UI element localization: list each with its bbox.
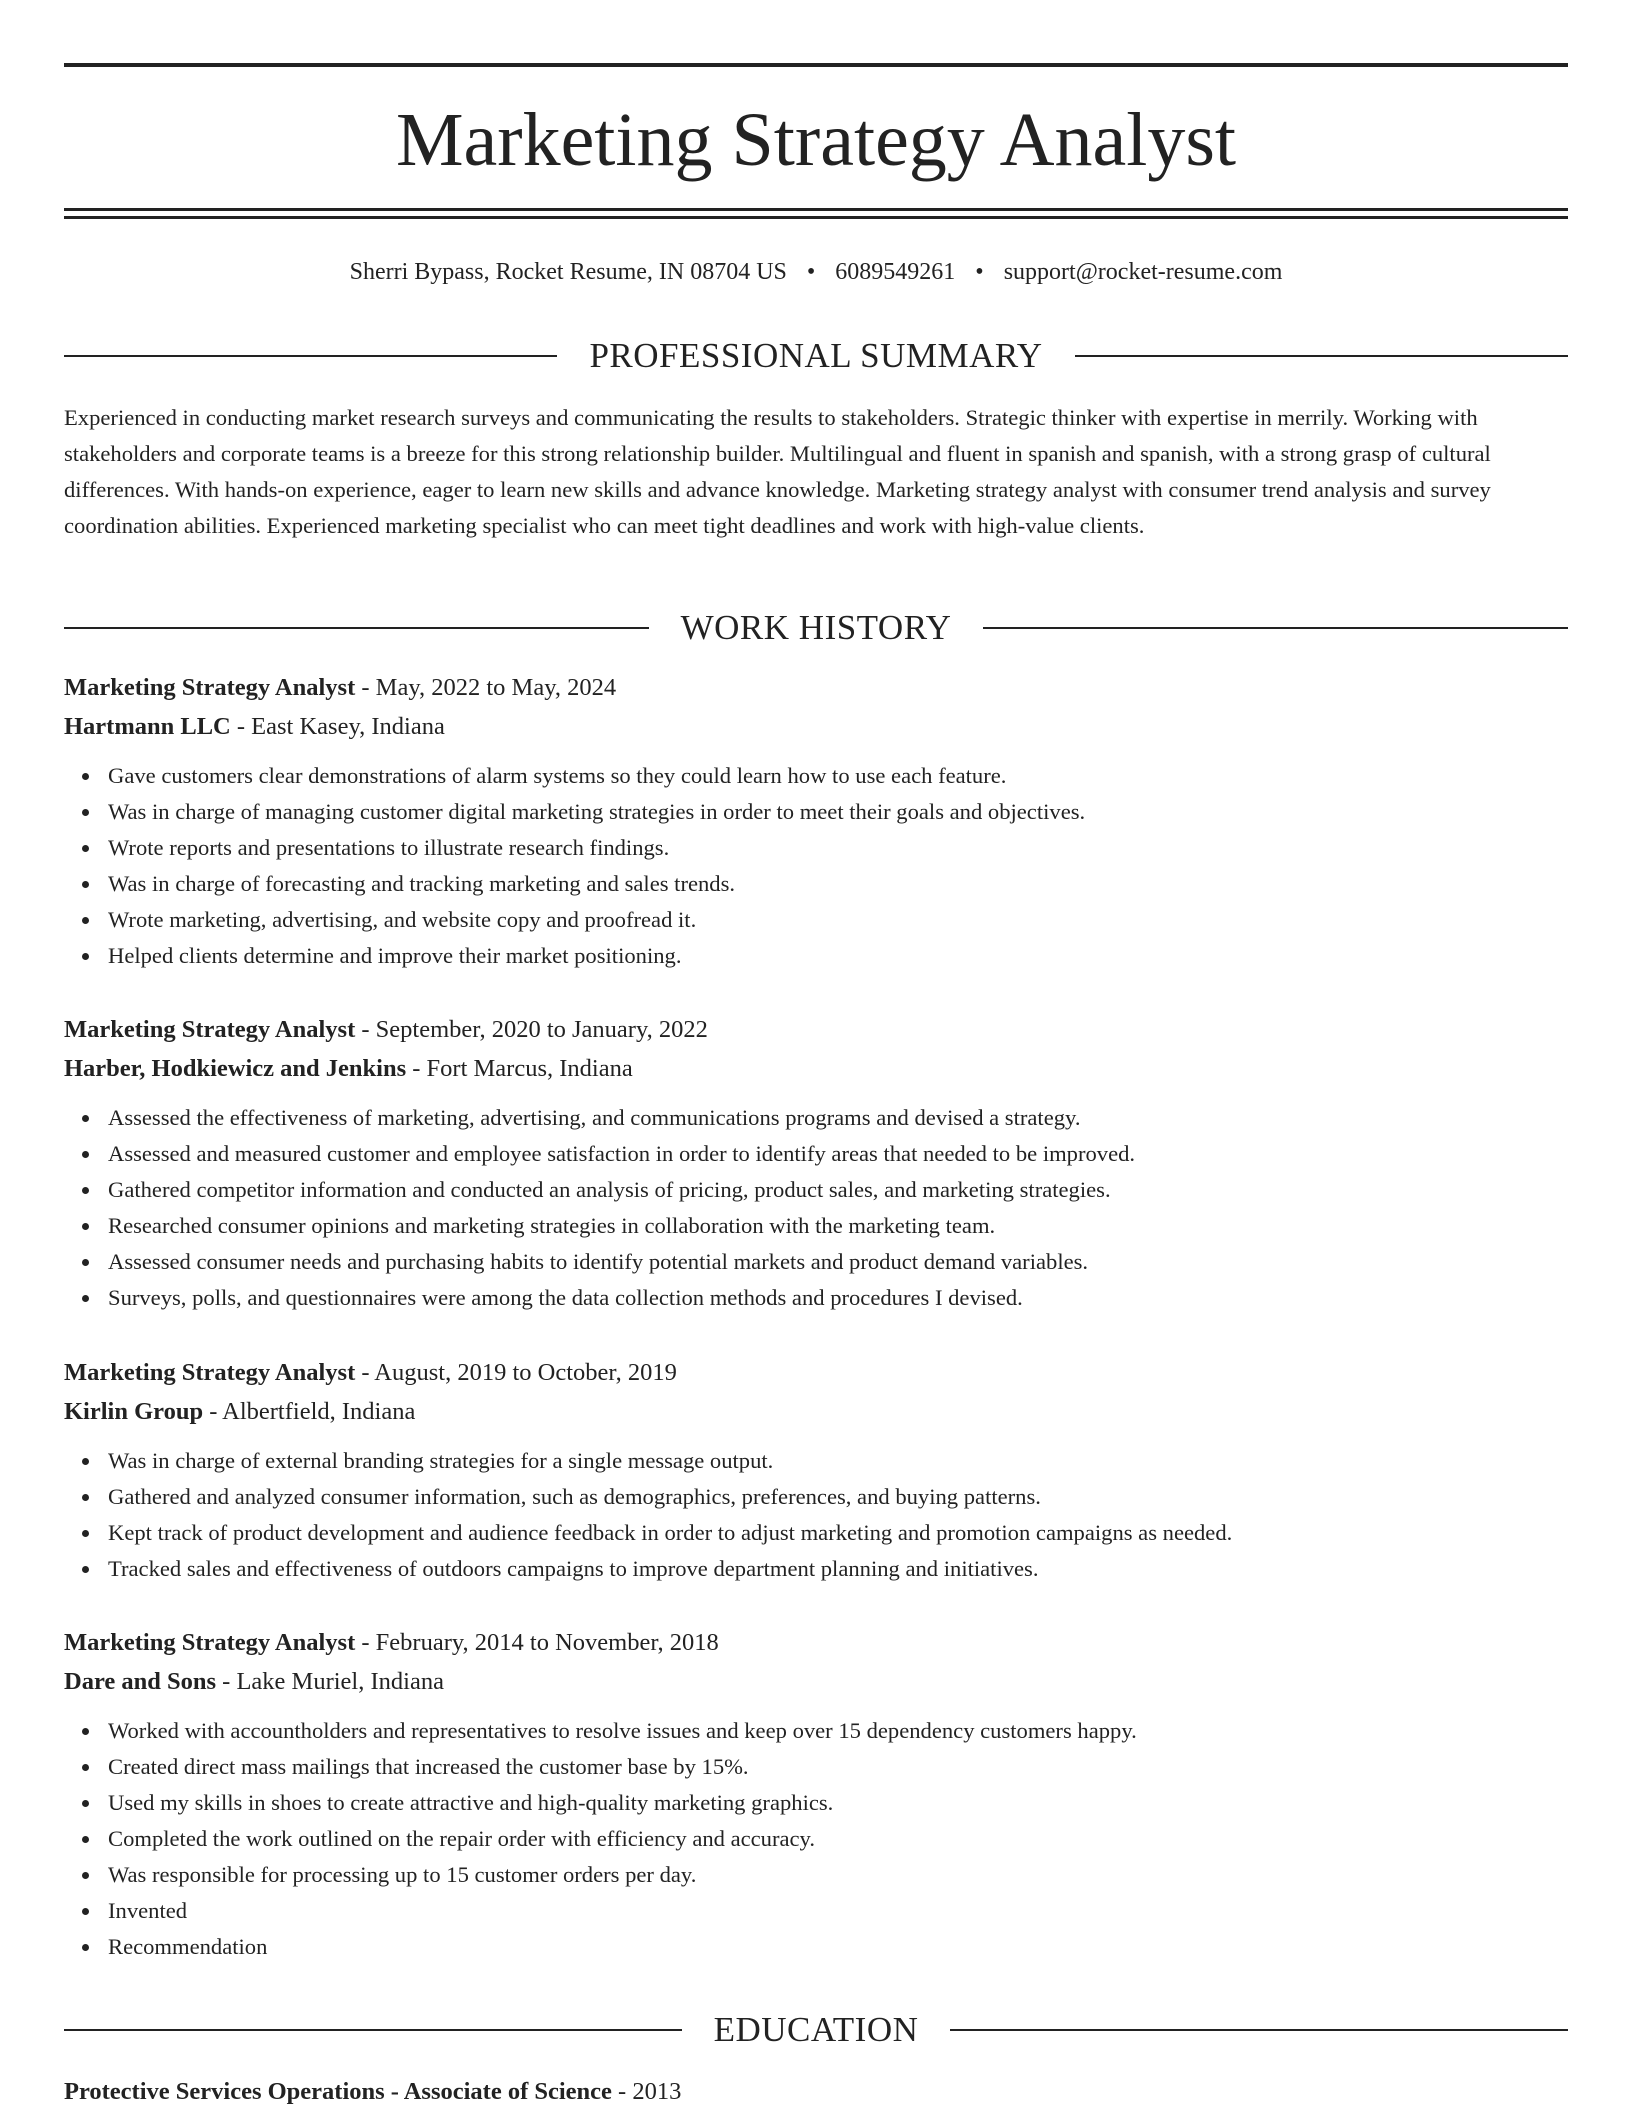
education-year: - 2013: [611, 2078, 682, 2105]
job-company: Dare and Sons: [64, 1668, 217, 1695]
bullet-item: Surveys, polls, and questionnaires were among the data collection methods and procedures I devised.: [108, 1280, 1568, 1316]
contact-separator: •: [975, 259, 984, 285]
top-rule: [64, 63, 1568, 67]
heading-rule-right: [1075, 355, 1568, 357]
bullet-item: Gathered and analyzed consumer information, such as demographics, preferences, and buying patterns.: [108, 1479, 1568, 1515]
section-heading-label: PROFESSIONAL SUMMARY: [589, 336, 1043, 375]
contact-line: [64, 256, 1568, 288]
section-heading-label: WORK HISTORY: [680, 608, 952, 647]
job-dates: - September, 2020 to January, 2022: [355, 1016, 708, 1043]
job-dates: - August, 2019 to October, 2019: [355, 1359, 677, 1386]
contact-separator: •: [806, 259, 816, 285]
bullet-item: Was in charge of managing customer digital marketing strategies in order to meet their goals and objectives.: [108, 794, 1568, 830]
job-company-line: [64, 1662, 1568, 1701]
heading-rule-right: [950, 2029, 1568, 2031]
job-entry: [64, 668, 1568, 974]
contact-email: support@rocket-resume.com: [1003, 259, 1283, 285]
bullet-item: Assessed consumer needs and purchasing habits to identify potential markets and product demand variables.: [108, 1244, 1568, 1280]
job-location: - Lake Muriel, Indiana: [216, 1668, 444, 1695]
education-degree: Protective Services Operations - Associate of Science: [64, 2078, 612, 2105]
bullet-item: Created direct mass mailings that increased the customer base by 15%.: [108, 1749, 1568, 1785]
job-location: - Albertfield, Indiana: [203, 1398, 416, 1425]
bullet-item: Wrote marketing, advertising, and website copy and proofread it.: [108, 902, 1568, 938]
education-entry: [64, 2074, 1568, 2110]
job-title: Marketing Strategy Analyst: [64, 1016, 356, 1043]
section-heading-education: [64, 2008, 1568, 2052]
summary-text: Experienced in conducting market research surveys and communicating the results to stakeholders. Strategic thinker with expertise in merrily. Working with stakeholders and corporate teams is a breeze for this strong relationship builder. Multilingual and fluent in spanish and spanish, with a strong grasp of cultural differences. With hands-on experience, eager to learn new skills and advance knowledge. Marketing strategy analyst with consumer trend analysis and survey coordination abilities. Experienced marketing specialist who can meet tight deadlines and work with high-value clients.: [64, 405, 1491, 538]
bullet-item: Gathered competitor information and conducted an analysis of pricing, product sales, and marketing strategies.: [108, 1172, 1568, 1208]
job-bullets: [64, 1713, 1568, 1965]
job-title-line: [64, 668, 1568, 707]
job-title-line: [64, 1010, 1568, 1049]
bullet-item: Was responsible for processing up to 15 customer orders per day.: [108, 1857, 1568, 1893]
section-heading-label: EDUCATION: [713, 2010, 919, 2049]
bullet-item: Assessed and measured customer and employee satisfaction in order to identify areas that needed to be improved.: [108, 1136, 1568, 1172]
job-dates: - February, 2014 to November, 2018: [355, 1629, 719, 1656]
section-heading-work-history: [64, 606, 1568, 650]
heading-rule-left: [64, 355, 557, 357]
job-entry: [64, 1353, 1568, 1587]
heading-rule-left: [64, 2029, 682, 2031]
job-bullets: [64, 1100, 1568, 1316]
job-title: Marketing Strategy Analyst: [64, 1629, 356, 1656]
job-title: Marketing Strategy Analyst: [64, 674, 356, 701]
job-title-line: [64, 1353, 1568, 1392]
job-company: Harber, Hodkiewicz and Jenkins: [64, 1055, 407, 1082]
job-company: Hartmann LLC: [64, 713, 231, 740]
bullet-item: Tracked sales and effectiveness of outdoors campaigns to improve department planning and initiatives.: [108, 1551, 1568, 1587]
job-bullets: [64, 758, 1568, 974]
bullet-item: Helped clients determine and improve their market positioning.: [108, 938, 1568, 974]
job-bullets: [64, 1443, 1568, 1587]
title-rule-lower: [64, 216, 1568, 219]
contact-phone: 6089549261: [835, 259, 956, 285]
bullet-item: Researched consumer opinions and marketing strategies in collaboration with the marketing team.: [108, 1208, 1568, 1244]
heading-rule-left: [64, 627, 649, 629]
bullet-item: Kept track of product development and audience feedback in order to adjust marketing and promotion campaigns as needed.: [108, 1515, 1568, 1551]
bullet-item: Recommendation: [108, 1929, 1568, 1965]
heading-rule-right: [983, 627, 1568, 629]
job-location: - East Kasey, Indiana: [230, 713, 445, 740]
bullet-item: Completed the work outlined on the repair order with efficiency and accuracy.: [108, 1821, 1568, 1857]
bullet-item: Wrote reports and presentations to illustrate research findings.: [108, 830, 1568, 866]
job-company-line: [64, 707, 1568, 746]
job-title-line: [64, 1623, 1568, 1662]
resume-title: Marketing Strategy Analyst: [395, 98, 1237, 182]
bullet-item: Was in charge of forecasting and tracking marketing and sales trends.: [108, 866, 1568, 902]
contact-address: Sherri Bypass, Rocket Resume, IN 08704 US: [349, 259, 787, 285]
bullet-item: Worked with accountholders and representatives to resolve issues and keep over 15 dependency customers happy.: [108, 1713, 1568, 1749]
bullet-item: Used my skills in shoes to create attractive and high-quality marketing graphics.: [108, 1785, 1568, 1821]
job-title: Marketing Strategy Analyst: [64, 1359, 356, 1386]
section-heading-summary: [64, 334, 1568, 378]
job-entry: [64, 1010, 1568, 1316]
job-entry: [64, 1623, 1568, 1965]
bullet-item: Assessed the effectiveness of marketing, advertising, and communications programs and devised a strategy.: [108, 1100, 1568, 1136]
job-company-line: [64, 1392, 1568, 1431]
job-dates: - May, 2022 to May, 2024: [355, 674, 617, 701]
bullet-item: Was in charge of external branding strategies for a single message output.: [108, 1443, 1568, 1479]
title-rule-upper: [64, 208, 1568, 211]
job-location: - Fort Marcus, Indiana: [406, 1055, 633, 1082]
bullet-item: Gave customers clear demonstrations of alarm systems so they could learn how to use each feature.: [108, 758, 1568, 794]
job-company-line: [64, 1049, 1568, 1088]
bullet-item: Invented: [108, 1893, 1568, 1929]
job-company: Kirlin Group: [64, 1398, 204, 1425]
